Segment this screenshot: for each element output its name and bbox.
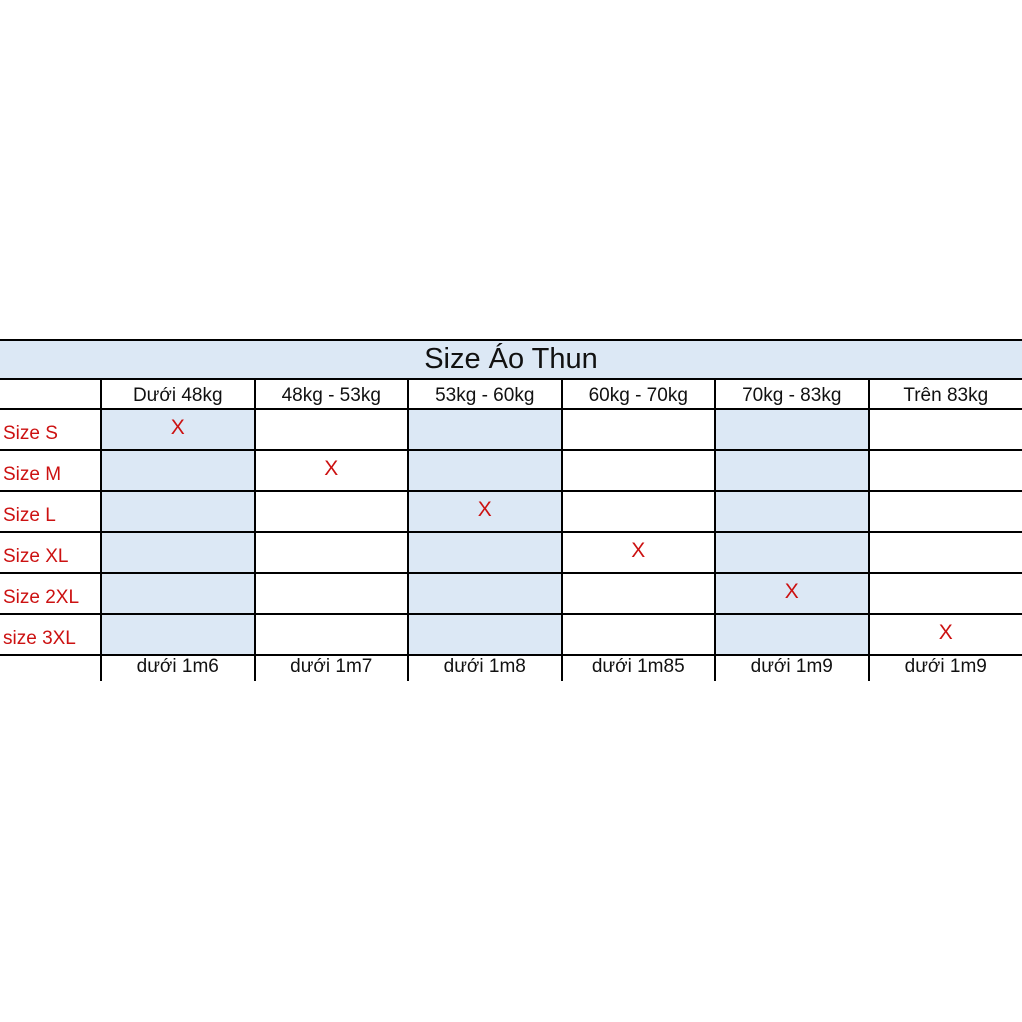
size-label: Size L <box>0 491 101 532</box>
size-cell <box>562 573 716 614</box>
weight-header: 48kg - 53kg <box>255 380 409 409</box>
size-cell <box>715 532 869 573</box>
chart-title: Size Áo Thun <box>0 339 1022 380</box>
size-cell <box>562 532 716 573</box>
size-cell <box>408 450 562 491</box>
size-mark: X <box>938 620 953 644</box>
height-cell: dưới 1m9 <box>715 655 869 681</box>
weight-header: 53kg - 60kg <box>408 380 562 409</box>
size-cell <box>101 409 255 450</box>
weight-header-row <box>0 380 1022 409</box>
header-corner <box>0 380 101 409</box>
size-cell <box>101 614 255 655</box>
size-cell <box>562 409 716 450</box>
size-cell <box>255 409 409 450</box>
size-cell <box>715 450 869 491</box>
size-mark: X <box>631 538 646 562</box>
size-mark: X <box>170 415 185 439</box>
size-cell <box>255 491 409 532</box>
size-cell <box>101 532 255 573</box>
size-row <box>0 532 1022 573</box>
weight-header: 70kg - 83kg <box>715 380 869 409</box>
size-mark: X <box>784 579 799 603</box>
weight-header: Dưới 48kg <box>101 380 255 409</box>
size-cell <box>101 450 255 491</box>
size-cell <box>408 491 562 532</box>
weight-header: 60kg - 70kg <box>562 380 716 409</box>
size-label: Size M <box>0 450 101 491</box>
size-cell <box>408 532 562 573</box>
size-cell <box>408 614 562 655</box>
size-label: Size XL <box>0 532 101 573</box>
size-cell <box>562 450 716 491</box>
height-row <box>0 655 1022 681</box>
size-cell <box>408 573 562 614</box>
size-cell <box>869 409 1022 450</box>
size-cell <box>101 573 255 614</box>
weight-header: Trên 83kg <box>869 380 1022 409</box>
size-cell <box>408 409 562 450</box>
height-cell: dưới 1m85 <box>562 655 716 681</box>
size-label: Size 2XL <box>0 573 101 614</box>
size-cell <box>101 491 255 532</box>
size-label: size 3XL <box>0 614 101 655</box>
size-cell <box>869 614 1022 655</box>
height-cell: dưới 1m9 <box>869 655 1022 681</box>
size-table <box>0 380 1022 681</box>
size-cell <box>869 532 1022 573</box>
size-cell <box>715 409 869 450</box>
size-cell <box>255 532 409 573</box>
size-cell <box>255 450 409 491</box>
size-row <box>0 614 1022 655</box>
size-row <box>0 450 1022 491</box>
size-cell <box>715 573 869 614</box>
size-cell <box>255 573 409 614</box>
size-cell <box>715 491 869 532</box>
size-row <box>0 491 1022 532</box>
height-cell: dưới 1m6 <box>101 655 255 681</box>
height-cell: dưới 1m7 <box>255 655 409 681</box>
size-cell <box>562 491 716 532</box>
size-label: Size S <box>0 409 101 450</box>
size-chart <box>0 339 1022 681</box>
size-mark: X <box>477 497 492 521</box>
height-cell: dưới 1m8 <box>408 655 562 681</box>
size-cell <box>715 614 869 655</box>
size-cell <box>869 573 1022 614</box>
size-cell <box>562 614 716 655</box>
size-cell <box>869 450 1022 491</box>
size-cell <box>255 614 409 655</box>
footer-corner <box>0 655 101 681</box>
size-row <box>0 573 1022 614</box>
size-cell <box>869 491 1022 532</box>
size-row <box>0 409 1022 450</box>
size-mark: X <box>324 456 339 480</box>
